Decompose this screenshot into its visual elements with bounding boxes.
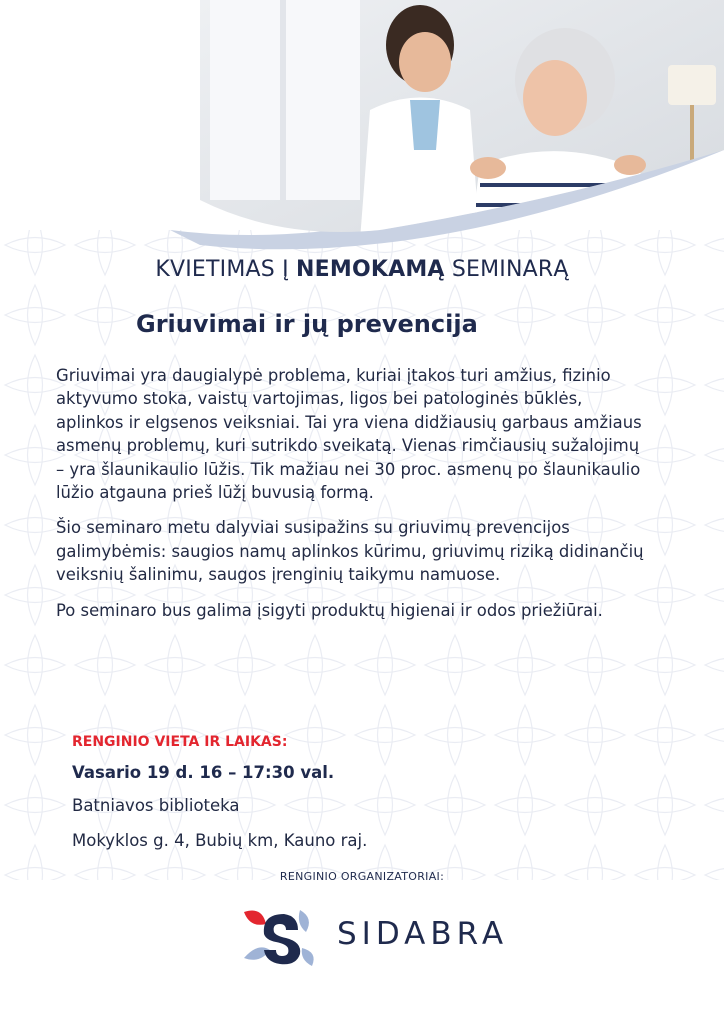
seminar-title: Griuvimai ir jų prevencija [136, 310, 478, 338]
seminar-description [56, 364, 648, 634]
invitation-heading: KVIETIMAS Į NEMOKAMĄ SEMINARĄ [155, 257, 569, 282]
description-paragraph-1: Griuvimai yra daugialypė problema, kuriai įtakos turi amžius, fizinio aktyvumo stoka, vaistų vartojimas, ligos bei patologinės būklės, aplinkos ir elgsenos veiksniai. Tai yra viena didžiausių garbaus amžiaus asmenų problemų, kuri sutrikdo sveikatą. Vienas rimčiausių sužalojimų – yra šlaunikaulio lūžis. Tik mažiau nei 30 proc. asmenų po šlaunikaulio lūžio atgauna prieš lūžį buvusią formą. [56, 366, 642, 503]
event-info-label: RENGINIO VIETA IR LAIKAS: [72, 734, 288, 750]
organizers-label: RENGINIO ORGANIZATORIAI: [279, 870, 445, 883]
event-date-time: Vasario 19 d. 16 – 17:30 val. [72, 763, 335, 782]
invitation-free-word: NEMOKAMĄ [296, 257, 445, 282]
sidabra-logo-text: SIDABRA [337, 916, 509, 952]
description-paragraph-2: Šio seminaro metu dalyviai susipažins su griuvimų prevencijos galimybėmis: saugios namų aplinkos kūrimu, griuvimų riziką didinančių veiksnių šalinimu, saugos įrenginių taikymu namuose. [56, 518, 644, 585]
event-place: Batniavos biblioteka [72, 796, 240, 815]
event-address: Mokyklos g. 4, Bubių km, Kauno raj. [72, 831, 368, 850]
description-paragraph-3: Po seminaro bus galima įsigyti produktų higienai ir odos priežiūrai. [56, 600, 603, 620]
hero-photo [0, 0, 724, 260]
